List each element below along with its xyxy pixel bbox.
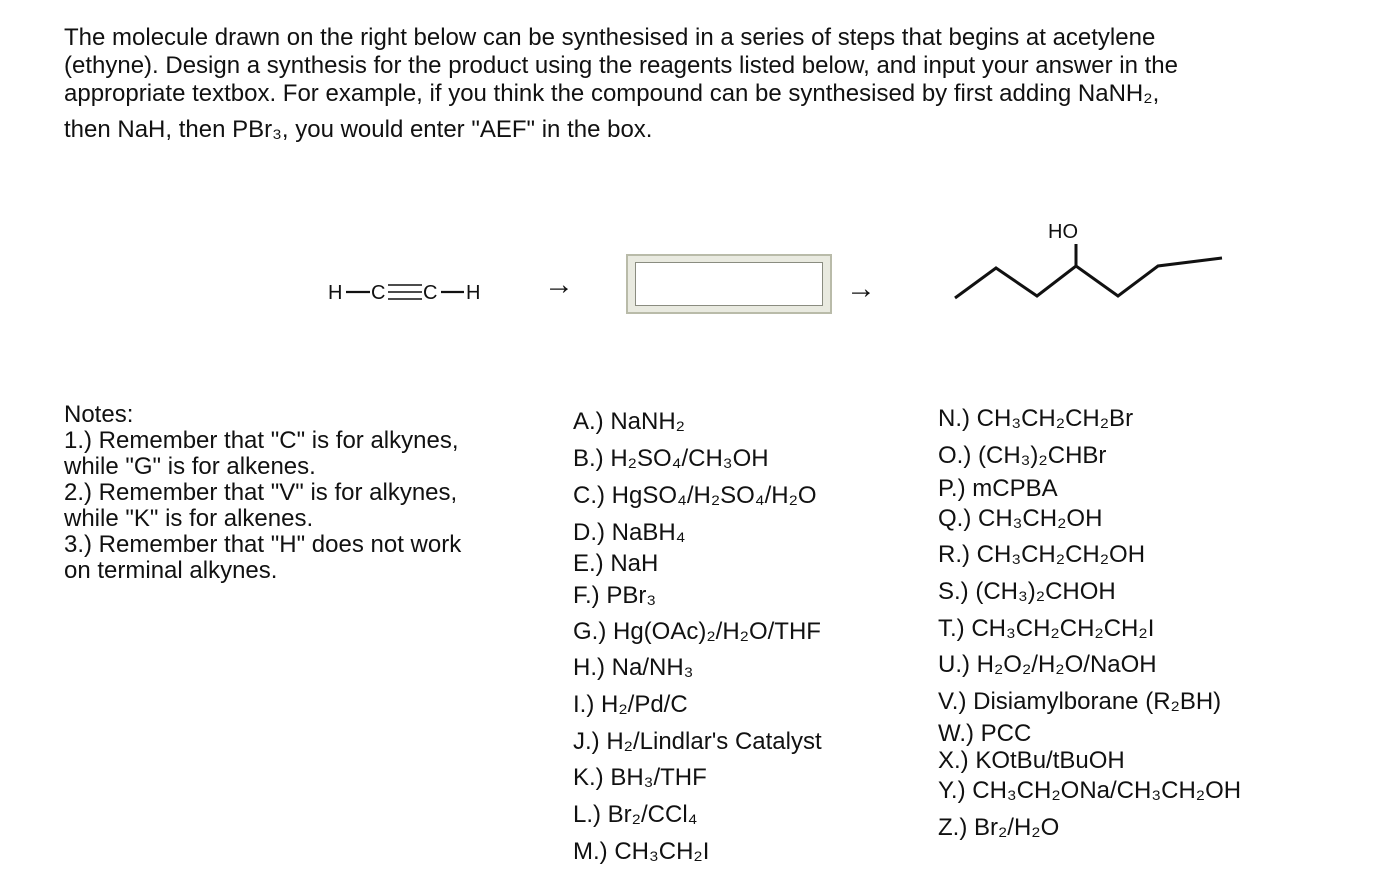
question-text	[64, 24, 1344, 144]
reagent-item: Q.) CH₃CH₂OH	[938, 505, 1103, 532]
notes-line: on terminal alkynes.	[64, 557, 278, 584]
hydroxyl-label: HO	[1048, 221, 1078, 243]
question-line: appropriate textbox. For example, if you think the compound can be synthesised by first adding NaNH₂,	[64, 80, 1160, 107]
question-line: then NaH, then PBr₃, you would enter "AEF" in the box.	[64, 116, 653, 143]
atom-c-left: C	[371, 282, 386, 304]
atom-c-right: C	[423, 282, 438, 304]
notes-line: 1.) Remember that "C" is for alkynes,	[64, 427, 459, 454]
reagent-item: R.) CH₃CH₂CH₂OH	[938, 541, 1146, 568]
notes-line: while "G" is for alkenes.	[64, 453, 316, 480]
reagent-item: F.) PBr₃	[573, 582, 657, 609]
reagent-item: M.) CH₃CH₂I	[573, 838, 710, 865]
reagent-item: A.) NaNH₂	[573, 408, 685, 435]
reagent-item: P.) mCPBA	[938, 475, 1058, 502]
reagent-item: H.) Na/NH₃	[573, 654, 694, 681]
reagent-item: W.) PCC	[938, 720, 1032, 747]
reagent-item: O.) (CH₃)₂CHBr	[938, 442, 1107, 469]
reagent-item: Z.) Br₂/H₂O	[938, 814, 1060, 841]
reagent-item: Y.) CH₃CH₂ONa/CH₃CH₂OH	[938, 777, 1242, 804]
reagent-item: N.) CH₃CH₂CH₂Br	[938, 405, 1134, 432]
notes-line: 3.) Remember that "H" does not work	[64, 531, 462, 558]
acetylene-structure	[326, 272, 496, 308]
reagent-item: V.) Disiamylborane (R₂BH)	[938, 688, 1222, 715]
notes-title: Notes:	[64, 401, 134, 428]
reagent-item: G.) Hg(OAc)₂/H₂O/THF	[573, 618, 821, 645]
reagent-item: C.) HgSO₄/H₂SO₄/H₂O	[573, 482, 817, 509]
atom-h-right: H	[466, 282, 481, 304]
product-structure	[948, 218, 1238, 308]
right-arrow-icon: →	[846, 272, 876, 305]
reagent-item: B.) H₂SO₄/CH₃OH	[573, 445, 769, 472]
reagent-item: K.) BH₃/THF	[573, 764, 707, 791]
reagent-item: X.) KOtBu/tBuOH	[938, 747, 1125, 774]
answer-box	[626, 254, 832, 314]
reagent-item: U.) H₂O₂/H₂O/NaOH	[938, 651, 1157, 678]
reagent-item: L.) Br₂/CCl₄	[573, 801, 698, 828]
answer-input[interactable]	[635, 262, 823, 306]
question-line: The molecule drawn on the right below can be synthesised in a series of steps that begins at acetylene	[64, 24, 1156, 51]
reagent-item: S.) (CH₃)₂CHOH	[938, 578, 1116, 605]
carbon-chain	[955, 258, 1222, 298]
reagent-item: I.) H₂/Pd/C	[573, 691, 688, 718]
atom-h-left: H	[328, 282, 343, 304]
reagent-item: E.) NaH	[573, 550, 659, 577]
notes	[64, 402, 524, 584]
notes-line: while "K" is for alkenes.	[64, 505, 314, 532]
reagent-item: J.) H₂/Lindlar's Catalyst	[573, 728, 822, 755]
reagent-item: T.) CH₃CH₂CH₂CH₂I	[938, 615, 1155, 642]
right-arrow-icon: →	[544, 268, 574, 301]
notes-line: 2.) Remember that "V" is for alkynes,	[64, 479, 458, 506]
reagent-item: D.) NaBH₄	[573, 519, 686, 546]
question-line: (ethyne). Design a synthesis for the product using the reagents listed below, and input your answer in the	[64, 52, 1178, 79]
